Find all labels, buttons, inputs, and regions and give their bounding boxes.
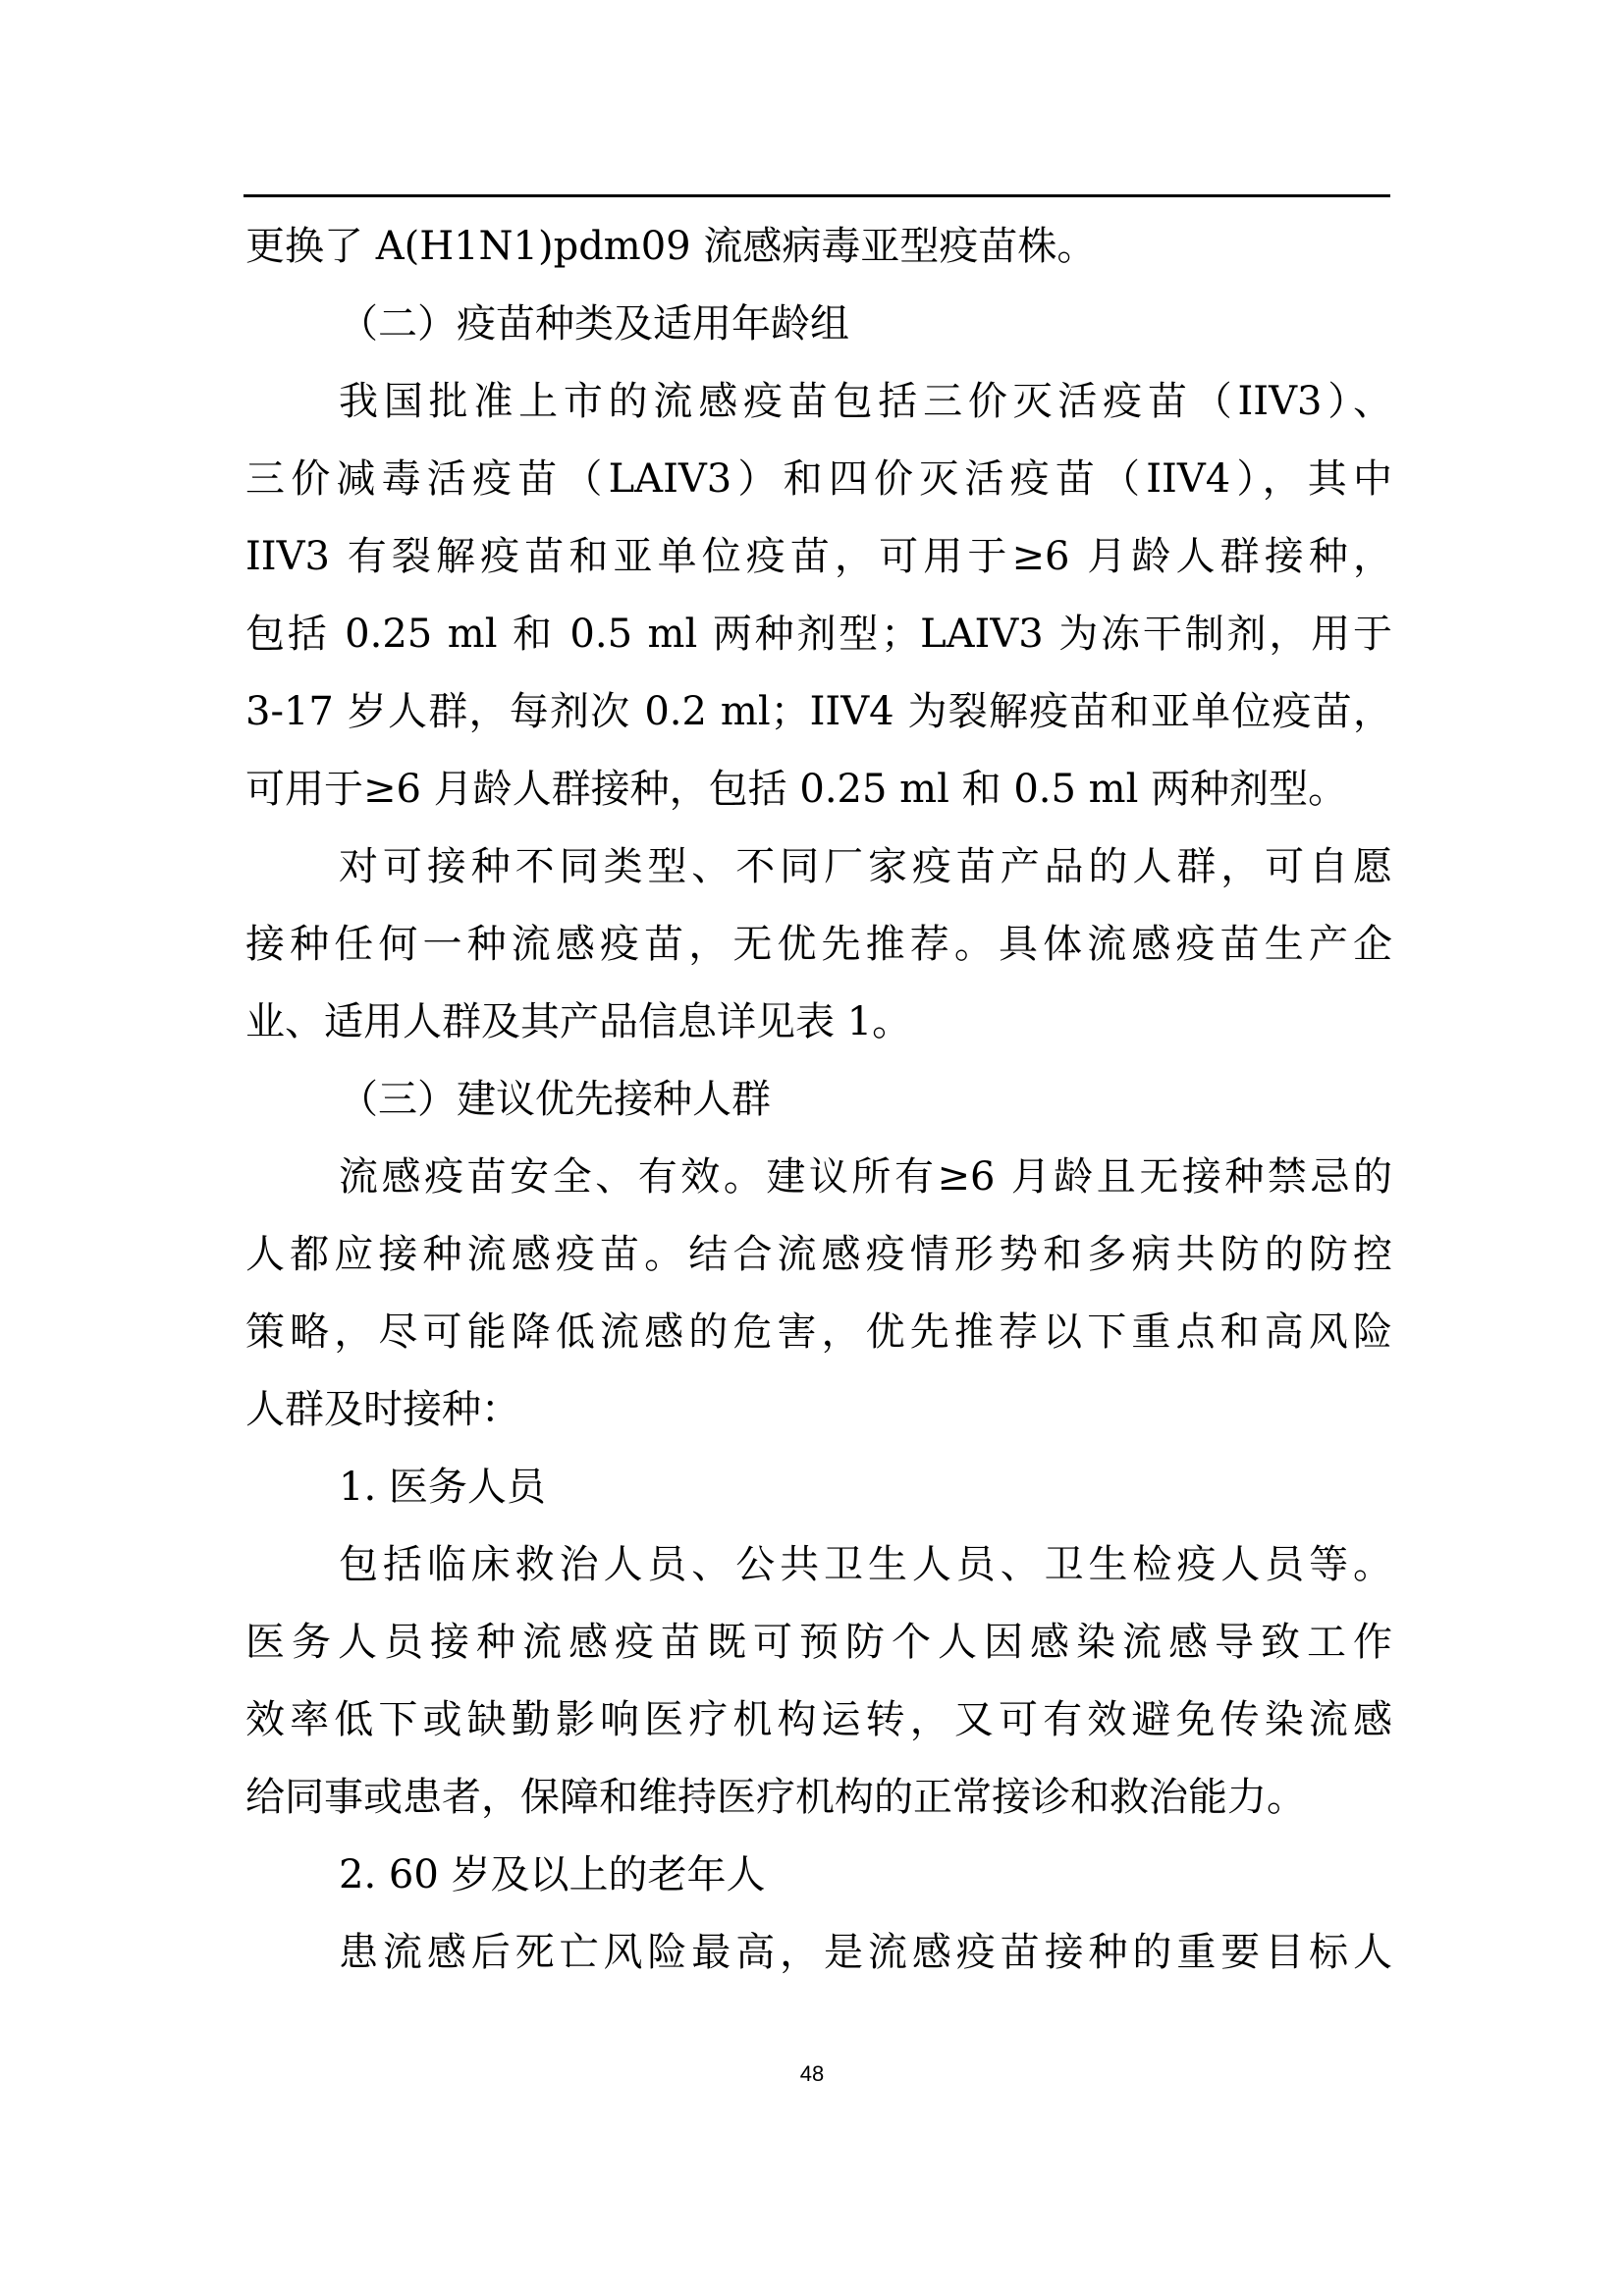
paragraph-line: 流感疫苗安全、有效。建议所有≥6 月龄且无接种禁忌的 <box>339 1154 1392 1200</box>
paragraph-line: 三价减毒活疫苗（LAIV3）和四价灭活疫苗（IIV4），其中 <box>245 456 1392 502</box>
paragraph-line: 包括 0.25 ml 和 0.5 ml 两种剂型；LAIV3 为冻干制剂，用于 <box>245 612 1392 657</box>
paragraph-line: 人群及时接种： <box>245 1387 520 1432</box>
paragraph-line: 可用于≥6 月龄人群接种，包括 0.25 ml 和 0.5 ml 两种剂型。 <box>245 767 1348 812</box>
section-heading-vaccine-types: （二）疫苗种类及适用年龄组 <box>339 301 849 347</box>
paragraph-line: 医务人员接种流感疫苗既可预防个人因感染流感导致工作 <box>245 1620 1392 1665</box>
paragraph-line: 我国批准上市的流感疫苗包括三价灭活疫苗（IIV3）、 <box>339 379 1392 424</box>
subheading-elderly: 2. 60 岁及以上的老年人 <box>339 1852 766 1897</box>
paragraph-line: 策略，尽可能降低流感的危害，优先推荐以下重点和高风险 <box>245 1309 1392 1355</box>
subheading-medical-staff: 1. 医务人员 <box>339 1465 546 1510</box>
page-number: 48 <box>799 2061 825 2086</box>
paragraph-line: 3-17 岁人群，每剂次 0.2 ml；IIV4 为裂解疫苗和亚单位疫苗， <box>245 689 1392 734</box>
section-heading-priority-groups: （三）建议优先接种人群 <box>339 1077 771 1122</box>
paragraph-line: IIV3 有裂解疫苗和亚单位疫苗，可用于≥6 月龄人群接种， <box>245 534 1392 579</box>
paragraph-line: 人都应接种流感疫苗。结合流感疫情形势和多病共防的防控 <box>245 1232 1392 1277</box>
paragraph-continuation: 更换了 A(H1N1)pdm09 流感病毒亚型疫苗株。 <box>245 224 1097 269</box>
paragraph-line: 给同事或患者，保障和维持医疗机构的正常接诊和救治能力。 <box>245 1775 1306 1820</box>
paragraph-line: 效率低下或缺勤影响医疗机构运转，又可有效避免传染流感 <box>245 1697 1392 1742</box>
header-rule <box>244 194 1390 197</box>
paragraph-line: 包括临床救治人员、公共卫生人员、卫生检疫人员等。 <box>339 1542 1392 1587</box>
paragraph-line: 对可接种不同类型、不同厂家疫苗产品的人群，可自愿 <box>339 844 1392 889</box>
paragraph-line: 业、适用人群及其产品信息详见表 1。 <box>245 999 912 1044</box>
paragraph-line: 患流感后死亡风险最高，是流感疫苗接种的重要目标人 <box>339 1930 1392 1975</box>
paragraph-line: 接种任何一种流感疫苗，无优先推荐。具体流感疫苗生产企 <box>245 922 1392 967</box>
document-body <box>245 208 1392 1992</box>
